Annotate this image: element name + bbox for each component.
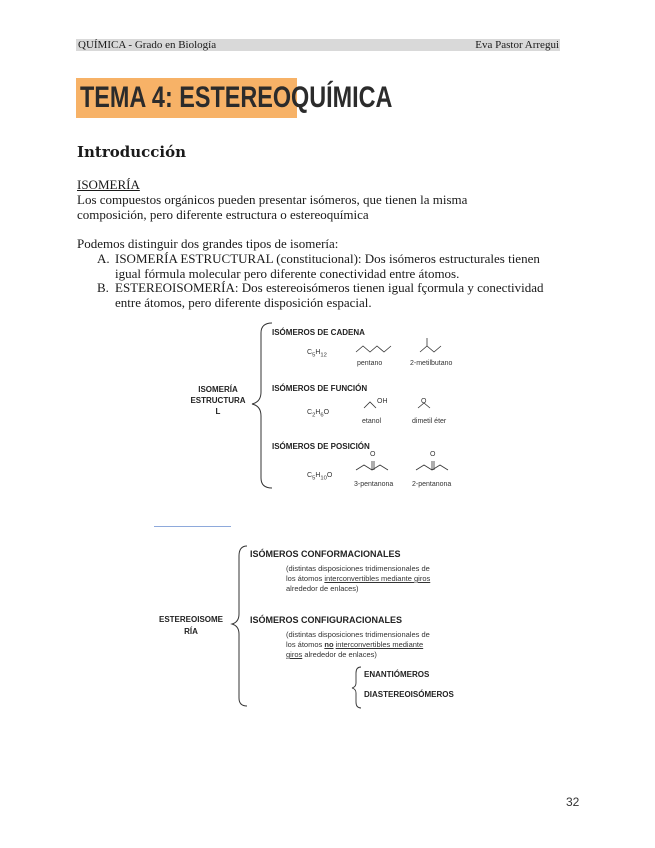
posicion-name-2: 2-pentanona [412,481,452,488]
funcion-oh: OH [377,398,388,405]
configurational-label: ISÓMEROS CONFIGURACIONALES [250,615,403,625]
posicion-label: ISÓMEROS DE POSICIÓN [272,442,370,451]
list-marker-b: B. [97,280,109,295]
types-intro: Podemos distinguir dos grandes tipos de isomería: [77,236,339,251]
enantiomers-label: ENANTIÓMEROS [364,670,430,679]
list-marker-a: A. [97,251,110,266]
diagram2-root [156,614,226,638]
conformational-label: ISÓMEROS CONFORMACIONALES [250,549,401,559]
page-title: TEMA 4: ESTEREOQUÍMICA [80,81,393,114]
configurational-desc [286,630,430,660]
diagram1-root-line-1: ISOMERÍA [198,385,238,394]
funcion-name-2: dimetil éter [412,418,447,425]
subheading-isomeria: ISOMERÍA [77,177,140,192]
posicion-formula: $C_5H_{10}O$ [307,472,333,482]
funcion-name-1: etanol [362,418,382,425]
header-author: Eva Pastor Arregui [475,39,559,51]
isomeria-line-2: composición, pero diferente estructura o estereoquímica [77,207,369,222]
diagram2-root-line-2: RÍA [184,627,198,636]
section-heading: Introducción [77,143,187,161]
type-a-line-1: ISOMERÍA ESTRUCTURAL (constitucional): Dos isómeros estructurales tienen [115,251,540,266]
diagram1-root-line-2: ESTRUCTURA [190,396,246,405]
conformational-desc-line-3: alrededor de enlaces) [286,584,359,593]
cadena-label: ISÓMEROS DE CADENA [272,328,365,337]
conformational-desc-line-2: los átomos interconvertibles mediante giros [286,574,431,583]
funcion-formula: $C_2H_6O$ [307,409,330,419]
cadena-name-2: 2-metilbutano [410,360,453,367]
posicion-o-1: O [370,451,376,458]
conformational-desc-line-1: (distintas disposiciones tridimensionales de [286,564,430,573]
type-b-line-2: entre átomos, pero diferente disposición espacial. [115,295,372,310]
header-course: QUÍMICA - Grado en Biología [78,39,217,51]
conformational-desc [286,564,430,594]
cadena-name-1: pentano [357,360,383,367]
type-b-line-1: ESTEREOISOMERÍA: Dos estereoisómeros tienen igual fçormula y conectividad [115,280,544,295]
page-number: 32 [566,795,580,809]
configurational-desc-line-2: los átomos no interconvertibles mediante [286,640,424,649]
posicion-name-1: 3-pentanona [354,481,394,488]
isomeria-line-1: Los compuestos orgánicos pueden presentar isómeros, que tienen la misma [77,192,468,207]
type-a-line-2: igual fórmula molecular pero diferente conectividad entre átomos. [115,266,460,281]
posicion-o-2: O [430,451,436,458]
diagram2-root-line-1: ESTEREOISOME [158,615,223,624]
diagram1-root-line-3: L [215,407,221,416]
cadena-formula: $C_5H_{12}$ [307,349,327,359]
funcion-label: ISÓMEROS DE FUNCIÓN [272,384,368,393]
configurational-desc-line-3: giros alrededor de enlaces) [286,650,377,659]
funcion-o: O [421,398,427,405]
configurational-desc-line-1: (distintas disposiciones tridimensionales de [286,630,430,639]
diastereomers-label: DIASTEREOISÓMEROS [364,690,454,699]
